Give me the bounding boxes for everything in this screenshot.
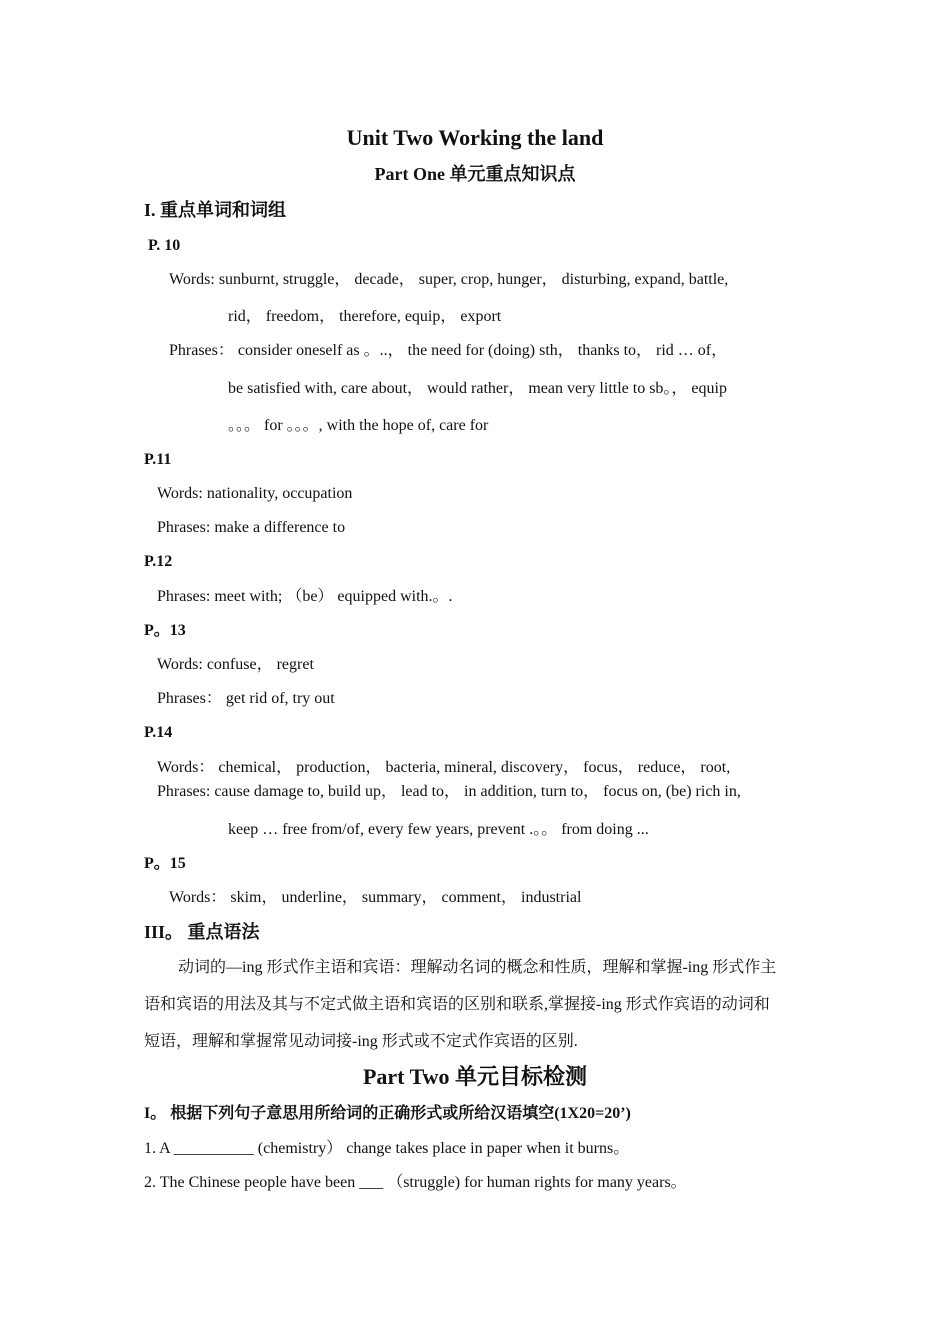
- p11-words: Words: nationality, occupation: [157, 485, 353, 502]
- grammar-paragraph-line-1: 动词的—ing 形式作主语和宾语：理解动名词的概念和性质，理解和掌握-ing 形式作主: [178, 959, 777, 976]
- question-1: 1. A __________ (chemistry） change takes place in paper when it burns。: [144, 1140, 630, 1157]
- page-ref-p15: P。15: [144, 855, 186, 872]
- grammar-paragraph-line-3: 短语，理解和掌握常见动词接-ing 形式或不定式作宾语的区别.: [144, 1033, 578, 1050]
- p10-phrases-line-2: be satisfied with, care about， would rather， mean very little to sb。， equip: [228, 380, 727, 397]
- exercise-heading: I。 根据下列句子意思用所给词的正确形式或所给汉语填空(1X20=20’): [144, 1105, 631, 1122]
- page-ref-p13: P。13: [144, 622, 186, 639]
- grammar-paragraph-line-2: 语和宾语的用法及其与不定式做主语和宾语的区别和联系,掌握接-ing 形式作宾语的动词和: [144, 996, 770, 1013]
- p10-phrases-line-1: Phrases： consider oneself as 。..， the need for (doing) sth， thanks to， rid … of，: [169, 342, 728, 359]
- p10-phrases-line-3: 。。。 for 。。。, with the hope of, care for: [228, 417, 489, 434]
- p13-phrases: Phrases： get rid of, try out: [157, 690, 335, 707]
- p14-words: Words： chemical， production， bacteria, mineral, discovery， focus， reduce， root,: [157, 759, 731, 776]
- document-title: Unit Two Working the land: [346, 125, 604, 150]
- p13-words: Words: confuse， regret: [157, 656, 314, 673]
- page-ref-p12: P.12: [144, 553, 173, 570]
- vocab-section-heading: I. 重点单词和词组: [144, 200, 287, 220]
- p15-words: Words： skim， underline， summary， comment， industrial: [169, 889, 582, 906]
- page-ref-p10: P. 10: [148, 237, 181, 254]
- p12-phrases: Phrases: meet with; （be） equipped with.。.: [157, 588, 453, 605]
- p11-phrases: Phrases: make a difference to: [157, 519, 346, 536]
- grammar-section-heading: III。 重点语法: [144, 922, 260, 942]
- part-one-heading: Part One 单元重点知识点: [374, 164, 576, 184]
- question-2: 2. The Chinese people have been ___ （struggle) for human rights for many years。: [144, 1174, 687, 1191]
- page-ref-p14: P.14: [144, 724, 173, 741]
- part-two-heading: Part Two 单元目标检测: [362, 1064, 588, 1089]
- p14-phrases-line-2: keep … free from/of, every few years, prevent .。。 from doing ...: [228, 821, 649, 838]
- p10-words-line-1: Words: sunburnt, struggle， decade， super, crop, hunger， disturbing, expand, battle,: [169, 271, 729, 288]
- p14-phrases-line-1: Phrases: cause damage to, build up， lead to， in addition, turn to， focus on, (be) rich in,: [157, 783, 741, 800]
- p10-words-line-2: rid， freedom， therefore, equip， export: [228, 308, 502, 325]
- page-ref-p11: P.11: [144, 451, 172, 468]
